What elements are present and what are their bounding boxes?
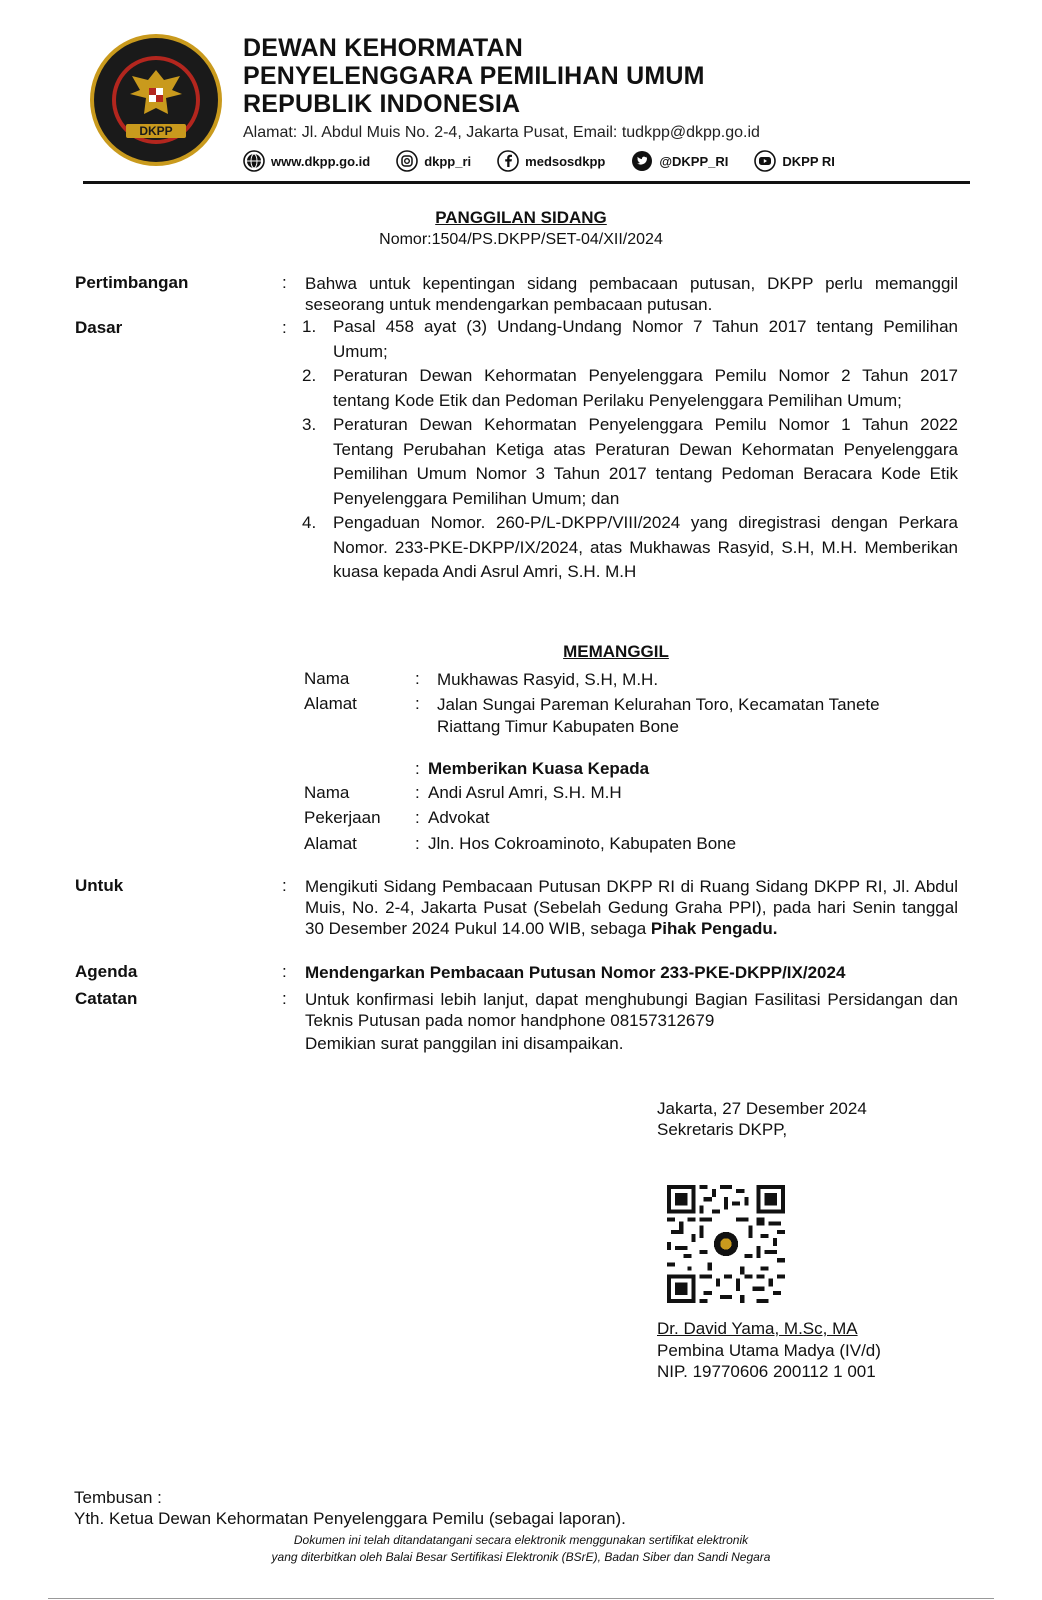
alamat-label: Alamat bbox=[304, 694, 357, 713]
kuasa-nama-value: Andi Asrul Amri, S.H. M.H bbox=[428, 783, 622, 802]
alamat-colon: : bbox=[415, 694, 420, 713]
social-instagram[interactable] bbox=[396, 150, 471, 172]
esign-note-line1: Dokumen ini telah ditandatangani secara elektronik menggunakan sertifikat elektronik bbox=[293, 1533, 749, 1547]
twitter-icon bbox=[631, 150, 653, 172]
social-instagram-label: dkpp_ri bbox=[424, 153, 472, 169]
dasar-list bbox=[302, 315, 958, 585]
org-name-line2: PENYELENGGARA PEMILIHAN UMUM bbox=[243, 62, 705, 90]
dasar-item-number: 3. bbox=[302, 415, 317, 434]
letter-title: PANGGILAN SIDANG bbox=[435, 208, 607, 227]
kuasa-alamat-label: Alamat bbox=[304, 834, 357, 853]
untuk-text-main: Mengikuti Sidang Pembacaan Putusan DKPP RI di Ruang Sidang DKPP RI, Jl. Abdul Muis, No. 2-4, Jakarta Pusat (Sebelah Gedung Graha PPI), pada hari Senin tanggal 30 Desember 2024 Pukul 14.00 WIB, sebaga bbox=[305, 877, 958, 938]
qr-code[interactable] bbox=[667, 1185, 785, 1303]
dasar-item bbox=[302, 364, 958, 413]
kuasa-heading: Memberikan Kuasa Kepada bbox=[428, 759, 650, 778]
letter-number: Nomor:1504/PS.DKPP/SET-04/XII/2024 bbox=[379, 231, 663, 248]
header-divider bbox=[83, 181, 970, 184]
kuasa-alamat-value: Jln. Hos Cokroaminoto, Kabupaten Bone bbox=[428, 834, 737, 853]
dasar-label: Dasar bbox=[75, 318, 123, 337]
pertimbangan-colon: : bbox=[282, 273, 287, 292]
dasar-colon: : bbox=[282, 318, 287, 337]
signatory-name: Dr. David Yama, M.Sc, MA bbox=[657, 1319, 858, 1338]
youtube-icon bbox=[754, 150, 776, 172]
globe-icon bbox=[243, 150, 265, 172]
org-address: Alamat: Jl. Abdul Muis No. 2-4, Jakarta Pusat, Email: tudkpp@dkpp.go.id bbox=[243, 124, 760, 141]
signature-position: Sekretaris DKPP, bbox=[657, 1120, 788, 1139]
alamat-value-line1: Jalan Sungai Pareman Kelurahan Toro, Kecamatan Tanete bbox=[437, 695, 880, 714]
dasar-item-text: Pasal 458 ayat (3) Undang-Undang Nomor 7 Tahun 2017 tentang Pemilihan Umum; bbox=[333, 317, 958, 361]
signatory-rank: Pembina Utama Madya (IV/d) bbox=[657, 1341, 881, 1360]
esign-note-line2: yang diterbitkan oleh Balai Besar Sertifikasi Elektronik (BSrE), Badan Siber dan Sandi Negara bbox=[271, 1550, 771, 1564]
dasar-item-number: 4. bbox=[302, 513, 317, 532]
org-name-line1: DEWAN KEHORMATAN bbox=[243, 34, 524, 62]
dasar-item bbox=[302, 511, 958, 585]
untuk-text-bold: Pihak Pengadu. bbox=[650, 919, 778, 938]
logo-text: DKPP bbox=[139, 124, 173, 138]
instagram-icon bbox=[396, 150, 418, 172]
dasar-item-number: 1. bbox=[302, 317, 317, 336]
footer-divider bbox=[48, 1598, 994, 1599]
social-youtube[interactable] bbox=[754, 150, 835, 172]
social-website[interactable] bbox=[243, 150, 370, 172]
dasar-item-text: Pengaduan Nomor. 260-P/L-DKPP/VIII/2024 yang diregistrasi dengan Perkara Nomor. 233-PKE-DKPP/IX/2024, atas Mukhawas Rasyid, S.H, M.H. Memberikan kuasa kepada Andi Asrul Amri, S.H. M.H bbox=[333, 513, 958, 581]
catatan-label: Catatan bbox=[75, 989, 138, 1008]
kuasa-nama-label: Nama bbox=[304, 783, 350, 802]
dasar-item bbox=[302, 315, 958, 364]
social-facebook[interactable] bbox=[497, 150, 605, 172]
kuasa-pekerjaan-colon: : bbox=[415, 808, 420, 827]
social-links bbox=[243, 150, 861, 172]
alamat-value-line2: Riattang Timur Kabupaten Bone bbox=[437, 717, 679, 736]
nama-value: Mukhawas Rasyid, S.H, M.H. bbox=[437, 670, 659, 689]
letterhead bbox=[243, 34, 861, 172]
dasar-item-number: 2. bbox=[302, 366, 317, 385]
social-facebook-label: medsosdkpp bbox=[525, 153, 606, 169]
social-twitter-label: @DKPP_RI bbox=[659, 153, 729, 169]
nama-label: Nama bbox=[304, 669, 350, 688]
social-youtube-label: DKPP RI bbox=[782, 153, 835, 169]
signature-place-date: Jakarta, 27 Desember 2024 bbox=[657, 1099, 867, 1118]
facebook-icon bbox=[497, 150, 519, 172]
memanggil-heading: MEMANGGIL bbox=[563, 642, 669, 661]
signatory-nip: NIP. 19770606 200112 1 001 bbox=[657, 1362, 876, 1381]
social-twitter[interactable] bbox=[631, 150, 728, 172]
tembusan-text: Yth. Ketua Dewan Kehormatan Penyelenggara Pemilu (sebagai laporan). bbox=[74, 1509, 626, 1528]
catatan-text: Untuk konfirmasi lebih lanjut, dapat menghubungi Bagian Fasilitasi Persidangan dan Teknis Putusan pada nomor handphone 08157312679 bbox=[305, 990, 958, 1030]
dkpp-logo bbox=[88, 32, 224, 168]
org-name-line3: REPUBLIK INDONESIA bbox=[243, 90, 521, 118]
kuasa-pekerjaan-label: Pekerjaan bbox=[304, 808, 381, 827]
agenda-colon: : bbox=[282, 962, 287, 981]
kuasa-pekerjaan-value: Advokat bbox=[428, 808, 490, 827]
social-website-label: www.dkpp.go.id bbox=[271, 153, 371, 169]
closing-text: Demikian surat panggilan ini disampaikan. bbox=[305, 1034, 624, 1053]
dasar-item-text: Peraturan Dewan Kehormatan Penyelenggara Pemilu Nomor 2 Tahun 2017 tentang Kode Etik dan Pedoman Perilaku Penyelenggara Pemilihan Umum; bbox=[333, 366, 958, 410]
tembusan-label: Tembusan : bbox=[74, 1488, 162, 1507]
pertimbangan-label: Pertimbangan bbox=[75, 273, 189, 292]
kuasa-colon: : bbox=[415, 759, 420, 778]
pertimbangan-text: Bahwa untuk kepentingan sidang pembacaan putusan, DKPP perlu memanggil seseorang untuk mendengarkan pembacaan putusan. bbox=[305, 274, 958, 314]
kuasa-nama-colon: : bbox=[415, 783, 420, 802]
catatan-colon: : bbox=[282, 989, 287, 1008]
untuk-colon: : bbox=[282, 876, 287, 895]
untuk-label: Untuk bbox=[75, 876, 124, 895]
dasar-item-text: Peraturan Dewan Kehormatan Penyelenggara Pemilu Nomor 1 Tahun 2022 Tentang Perubahan Ketiga atas Peraturan Dewan Kehormatan Penyelenggara Pemilihan Umum Nomor 3 Tahun 2017 tentang Pedoman Beracara Kode Etik Penyelenggara Pemilihan Umum; dan bbox=[333, 415, 958, 508]
nama-colon: : bbox=[415, 669, 420, 688]
kuasa-alamat-colon: : bbox=[415, 834, 420, 853]
dasar-item bbox=[302, 413, 958, 511]
untuk-text bbox=[305, 876, 958, 939]
agenda-label: Agenda bbox=[75, 962, 138, 981]
agenda-text: Mendengarkan Pembacaan Putusan Nomor 233-PKE-DKPP/IX/2024 bbox=[305, 963, 846, 982]
